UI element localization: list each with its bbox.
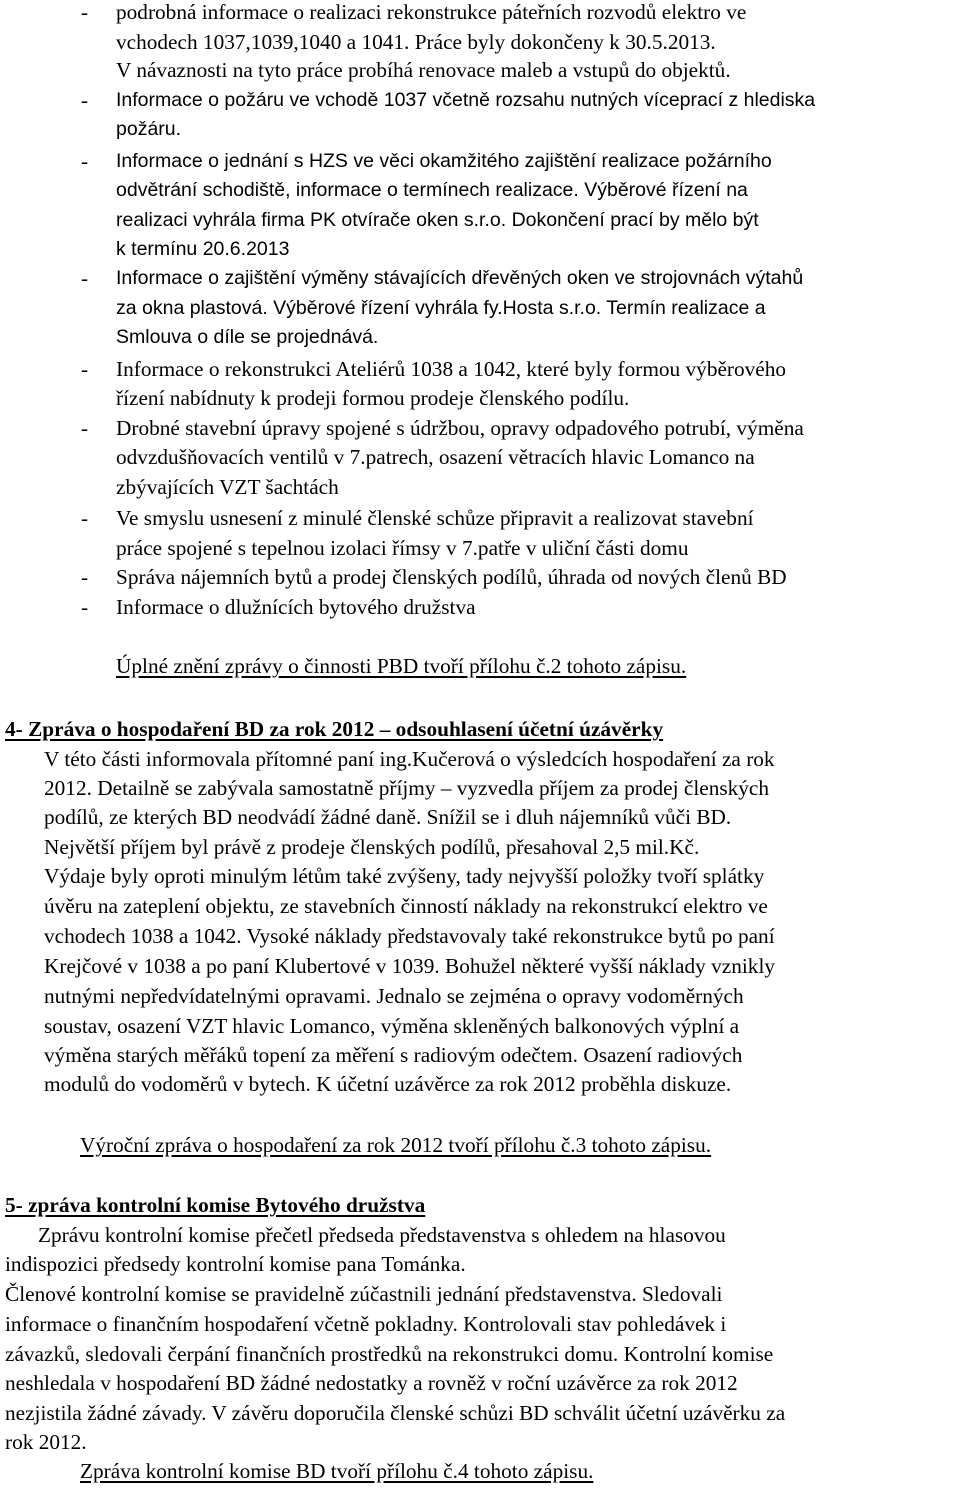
paragraph-line: Výdaje byly oproti minulým létům také zvýšeny, tady nejvyšší položky tvoří splátky (44, 864, 765, 888)
paragraph-line: soustav, osazení VZT hlavic Lomanco, výměna skleněných balkonových výplní a (44, 1014, 740, 1038)
bullet-line: k termínu 20.6.2013 (116, 238, 290, 260)
paragraph-line: úvěru na zateplení objektu, ze stavebních činností náklady na rekonstrukcí elektro ve (44, 894, 768, 918)
bullet-dash: - (81, 565, 89, 589)
paragraph-line: Členové kontrolní komise se pravidelně zúčastnili jednání představenstva. Sledovali (5, 1282, 723, 1306)
bullet-line: odvětrání schodiště, informace o termínech realizace. Výběrové řízení na (116, 179, 748, 201)
bullet-dash: - (81, 266, 89, 290)
bullet-line: Drobné stavební úpravy spojené s údržbou, opravy odpadového potrubí, výměna (116, 416, 804, 440)
paragraph-line: vchodech 1038 a 1042. Vysoké náklady představovaly také rekonstrukce bytů po paní (44, 924, 775, 948)
paragraph-line: rok 2012. (5, 1430, 87, 1454)
paragraph-line: závazků, sledovali čerpání finančních prostředků na rekonstrukci domu. Kontrolní komise (5, 1342, 774, 1366)
bullet-dash: - (81, 149, 89, 173)
bullet-line: za okna plastová. Výběrové řízení vyhrála fy.Hosta s.r.o. Termín realizace a (116, 297, 766, 319)
bullet-line: realizaci vyhrála firma PK otvírače oken s.r.o. Dokončení prací by mělo být (116, 209, 759, 231)
bullet-line: požáru. (116, 118, 182, 140)
paragraph-line: indispozici předsedy kontrolní komise pana Tománka. (5, 1252, 466, 1276)
bullet-dash: - (81, 416, 89, 440)
attachment-note-pbd: Úplné znění zprávy o činnosti PBD tvoří přílohu č.2 tohoto zápisu. (116, 654, 687, 678)
bullet-line: podrobná informace o realizaci rekonstrukce páteřních rozvodů elektro ve (116, 0, 747, 24)
bullet-dash: - (81, 357, 89, 381)
bullet-line: V návaznosti na tyto práce probíhá renovace maleb a vstupů do objektů. (116, 58, 731, 82)
bullet-line: vchodech 1037,1039,1040 a 1041. Práce byly dokončeny k 30.5.2013. (116, 30, 716, 54)
paragraph-line: V této části informovala přítomné paní ing.Kučerová o výsledcích hospodaření za rok (44, 747, 775, 771)
bullet-dash: - (81, 506, 89, 530)
bullet-line: Informace o rekonstrukci Ateliérů 1038 a 1042, které byly formou výběrového (116, 357, 787, 381)
attachment-note-annual-report: Výroční zpráva o hospodaření za rok 2012 tvoří přílohu č.3 tohoto zápisu. (80, 1133, 712, 1157)
bullet-dash: - (81, 0, 89, 24)
paragraph-line: 2012. Detailně se zabývala samostatně příjmy – vyzvedla příjem za prodej členských (44, 776, 770, 800)
bullet-line: Smlouva o díle se projednává. (116, 326, 379, 348)
paragraph-line: modulů do vodoměrů v bytech. K účetní uzávěrce za rok 2012 proběhla diskuze. (44, 1072, 732, 1096)
bullet-line: zbývajících VZT šachtách (116, 475, 339, 499)
bullet-dash: - (81, 595, 89, 619)
bullet-line: Informace o jednání s HZS ve věci okamžitého zajištění realizace požárního (116, 150, 772, 172)
attachment-note-control-committee: Zpráva kontrolní komise BD tvoří přílohu č.4 tohoto zápisu. (80, 1459, 594, 1483)
paragraph-line: Zprávu kontrolní komise přečetl předseda představenstva s ohledem na hlasovou (38, 1223, 726, 1247)
bullet-line: Informace o dlužnících bytového družstva (116, 595, 476, 619)
section-4-heading: 4- Zpráva o hospodaření BD za rok 2012 – odsouhlasení účetní úzávěrky (5, 717, 664, 741)
bullet-dash: - (81, 88, 89, 112)
bullet-line: Správa nájemních bytů a prodej členských podílů, úhrada od nových členů BD (116, 565, 787, 589)
bullet-line: Informace o požáru ve vchodě 1037 včetně rozsahu nutných víceprací z hlediska (116, 89, 816, 111)
paragraph-line: informace o finančním hospodaření včetně pokladny. Kontrolovali stav pohledávek i (5, 1312, 727, 1336)
paragraph-line: neshledala v hospodaření BD žádné nedostatky a rovněž v roční uzávěrce za rok 2012 (5, 1371, 738, 1395)
paragraph-line: nezjistila žádné závady. V závěru doporučila členské schůzi BD schválit účetní uzávěrku za (5, 1401, 786, 1425)
bullet-line: Informace o zajištění výměny stávajících dřevěných oken ve strojovnách výtahů (116, 267, 804, 289)
bullet-line: Ve smyslu usnesení z minulé členské schůze připravit a realizovat stavební (116, 506, 754, 530)
paragraph-line: nutnými nepředvídatelnými opravami. Jednalo se zejména o opravy vodoměrných (44, 984, 744, 1008)
bullet-line: odvzdušňovacích ventilů v 7.patrech, osazení větracích hlavic Lomanco na (116, 445, 755, 469)
bullet-line: řízení nabídnuty k prodeji formou prodeje členského podílu. (116, 386, 630, 410)
paragraph-line: podílů, ze kterých BD neodvádí žádné daně. Snížil se i dluh nájemníků vůči BD. (44, 805, 732, 829)
paragraph-line: Krejčové v 1038 a po paní Klubertové v 1039. Bohužel některé vyšší náklady vznikly (44, 954, 776, 978)
section-5-heading: 5- zpráva kontrolní komise Bytového družstva (5, 1193, 426, 1217)
bullet-line: práce spojené s tepelnou izolaci římsy v 7.patře v uliční části domu (116, 536, 689, 560)
paragraph-line: Největší příjem byl právě z prodeje členských podílů, přesahoval 2,5 mil.Kč. (44, 835, 700, 859)
paragraph-line: výměna starých měřáků topení za měření s radiovým odečtem. Osazení radiových (44, 1043, 743, 1067)
